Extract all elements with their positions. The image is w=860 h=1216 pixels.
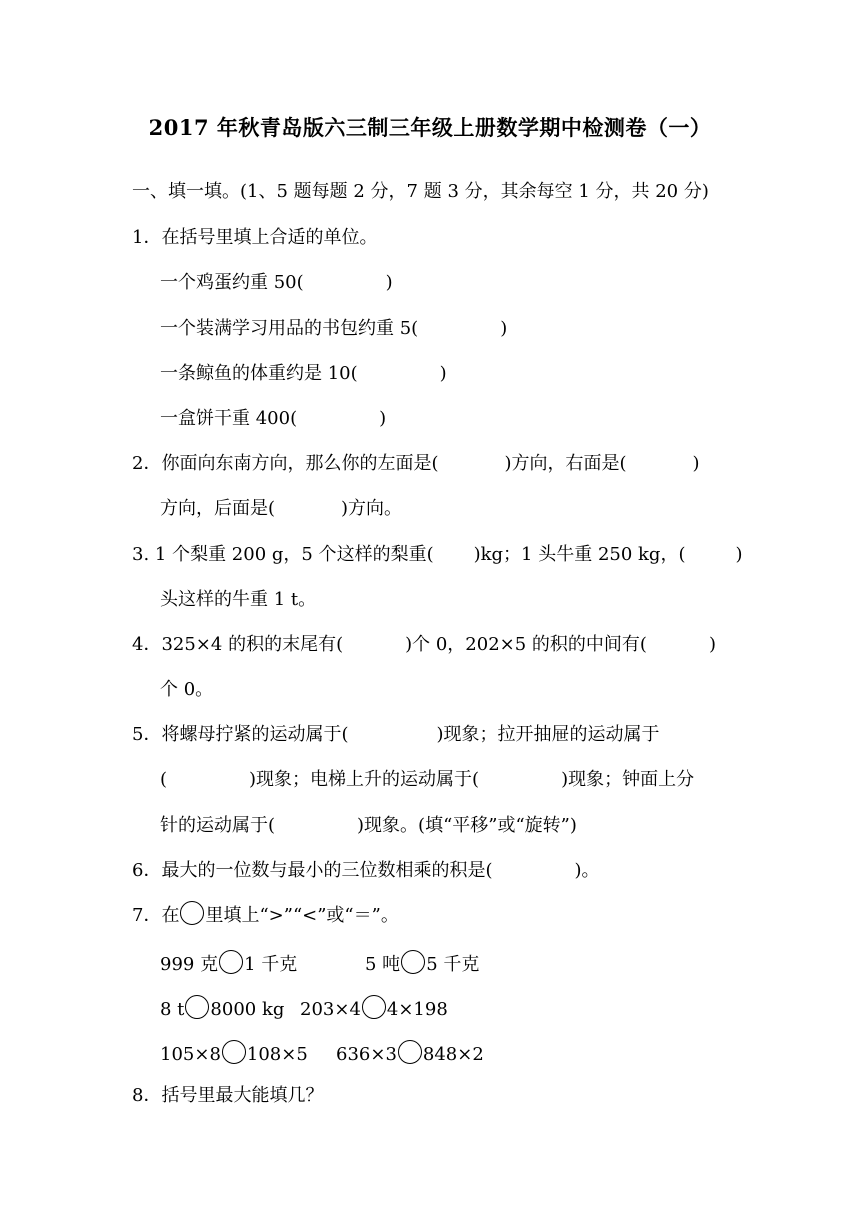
q1-item-text: 一条鲸鱼的体重约是 10( — [160, 363, 358, 384]
q5-text: )现象；钟面上分 — [561, 769, 695, 790]
q5-line3 — [160, 811, 577, 841]
q4-text: 4．325×4 的积的末尾有( — [132, 634, 344, 655]
q2-line2 — [160, 494, 402, 524]
q5-text: )现象；电梯上升的运动属于( — [249, 769, 480, 790]
q5-line2 — [160, 765, 694, 795]
compare-left: 636×3 — [336, 1044, 397, 1065]
q1-item — [160, 268, 393, 298]
q7-row — [336, 1040, 484, 1070]
compare-right: 108×5 — [246, 1044, 308, 1065]
close-paren: ) — [439, 363, 447, 384]
circle-icon — [180, 901, 204, 925]
compare-right: 8000 kg — [210, 999, 285, 1020]
compare-circle-input[interactable] — [185, 995, 209, 1019]
q8-stem: 8．括号里最大能填几？ — [132, 1085, 324, 1106]
q7-stem — [132, 901, 399, 931]
q2-text: ) — [692, 453, 700, 474]
q7-row — [300, 995, 448, 1025]
compare-right: 848×2 — [422, 1044, 484, 1065]
q2-text: 2．你面向东南方向，那么你的左面是( — [132, 453, 439, 474]
compare-right: 1 千克 — [244, 954, 298, 975]
compare-right: 4×198 — [386, 999, 448, 1020]
compare-circle-input[interactable] — [222, 1040, 246, 1064]
exam-title: 2017 年秋青岛版六三制三年级上册数学期中检测卷（一） — [148, 115, 712, 140]
q5-line1 — [132, 720, 660, 750]
q2-text: 方向，后面是( — [160, 498, 276, 519]
q1-item — [160, 314, 507, 344]
q4-text: ) — [708, 634, 716, 655]
q7-text: 里填上“>”“<”或“＝”。 — [205, 905, 399, 926]
close-paren: ) — [379, 408, 387, 429]
q2-text: )方向，右面是( — [504, 453, 627, 474]
q3-text: 3. 1 个梨重 200 g，5 个这样的梨重( — [132, 544, 434, 565]
q1-item — [160, 404, 386, 434]
q3-line2: 头这样的牛重 1 t。 — [160, 589, 317, 610]
close-paren: ) — [500, 318, 508, 339]
q5-text: 针的运动属于( — [160, 815, 276, 836]
q6-text: 6．最大的一位数与最小的三位数相乘的积是( — [132, 860, 493, 881]
q1-item-text: 一个装满学习用品的书包约重 5( — [160, 318, 419, 339]
q4-line2: 个 0。 — [160, 679, 214, 700]
q4-text: )个 0，202×5 的积的中间有( — [405, 634, 647, 655]
q7-row — [160, 995, 284, 1025]
q3-line1 — [132, 540, 743, 570]
compare-left: 5 吨 — [365, 954, 401, 975]
q1-item-text: 一个鸡蛋约重 50( — [160, 272, 304, 293]
q5-text: ( — [160, 769, 168, 790]
compare-left: 203×4 — [300, 999, 361, 1020]
q1-item — [160, 359, 447, 389]
q5-text: )现象。(填“平移”或“旋转”) — [357, 815, 577, 836]
compare-circle-input[interactable] — [401, 950, 425, 974]
q5-text: 5．将螺母拧紧的运动属于( — [132, 724, 349, 745]
q1-stem: 1．在括号里填上合适的单位。 — [132, 227, 378, 248]
q5-text: )现象；拉开抽屉的运动属于 — [436, 724, 660, 745]
compare-circle-input[interactable] — [219, 950, 243, 974]
q7-row — [160, 950, 297, 980]
compare-right: 5 千克 — [426, 954, 480, 975]
section1-heading: 一、填一填。(1、5 题每题 2 分，7 题 3 分，其余每空 1 分，共 20 分) — [132, 181, 709, 202]
q6-text: )。 — [574, 860, 600, 881]
compare-left: 999 克 — [160, 954, 219, 975]
q4-line1 — [132, 630, 716, 660]
q2-line1 — [132, 449, 700, 479]
compare-left: 105×8 — [160, 1044, 221, 1065]
close-paren: ) — [385, 272, 393, 293]
compare-circle-input[interactable] — [398, 1040, 422, 1064]
compare-left: 8 t — [160, 999, 185, 1020]
q1-item-text: 一盒饼干重 400( — [160, 408, 298, 429]
q6-line — [132, 856, 600, 886]
q3-text: ) — [735, 544, 743, 565]
q3-text: )kg；1 头牛重 250 kg，( — [473, 544, 686, 565]
q7-text: 7．在 — [132, 905, 180, 926]
q7-row — [160, 1040, 308, 1070]
compare-circle-input[interactable] — [362, 995, 386, 1019]
q2-text: )方向。 — [341, 498, 403, 519]
q7-row — [365, 950, 479, 980]
